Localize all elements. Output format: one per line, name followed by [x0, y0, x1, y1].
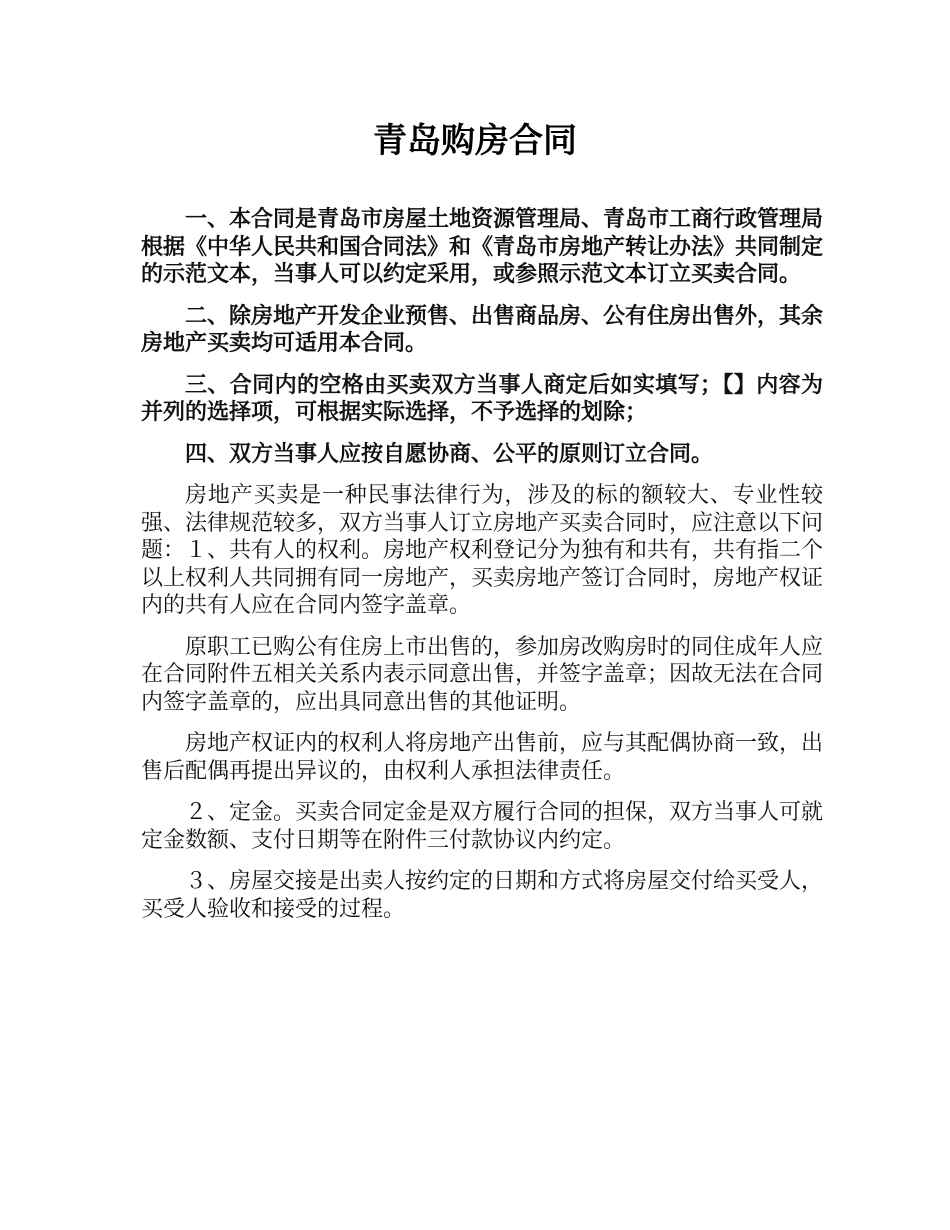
document-body — [141, 206, 823, 937]
paragraph-notice-3: 三、合同内的空格由买卖双方当事人商定后如实填写；【】内容为并列的选择项，可根据实际选择，不予选择的划除； — [141, 372, 823, 425]
paragraph-notice-4: 四、双方当事人应按自愿协商、公平的原则订立合同。 — [185, 441, 714, 467]
paragraph-spouse-consent: 房地产权证内的权利人将房地产出售前，应与其配偶协商一致，出售后配偶再提出异议的，由权利人承担法律责任。 — [141, 731, 824, 784]
document-title: 青岛购房合同 — [373, 121, 577, 161]
paragraph-deposit: ２、定金。买卖合同定金是双方履行合同的担保，双方当事人可就定金数额、支付日期等在附件三付款协议内约定。 — [141, 800, 824, 853]
paragraph-co-owner-rights: 房地产买卖是一种民事法律行为，涉及的标的额较大、专业性较强、法律规范较多，双方当事人订立房地产买卖合同时，应注意以下问题：１、共有人的权利。房地产权利登记分为独有和共有，共有指二个以上权利人共同拥有同一房地产，买卖房地产签订合同时，房地产权证内的共有人应在合同内签字盖章。 — [141, 483, 824, 618]
paragraph-handover: ３、房屋交接是出卖人按约定的日期和方式将房屋交付给买受人，买受人验收和接受的过程。 — [141, 869, 824, 922]
paragraph-public-housing: 原职工已购公有住房上市出售的，参加房改购房时的同住成年人应在合同附件五相关关系内表示同意出售，并签字盖章；因故无法在合同内签字盖章的，应出具同意出售的其他证明。 — [141, 634, 824, 715]
paragraph-notice-2: 二、除房地产开发企业预售、出售商品房、公有住房出售外，其余房地产买卖均可适用本合同。 — [141, 303, 824, 356]
paragraph-notice-1: 一、本合同是青岛市房屋土地资源管理局、青岛市工商行政管理局根据《中华人民共和国合同法》和《青岛市房地产转让办法》共同制定的示范文本，当事人可以约定采用，或参照示范文本订立买卖合同。 — [141, 207, 824, 287]
